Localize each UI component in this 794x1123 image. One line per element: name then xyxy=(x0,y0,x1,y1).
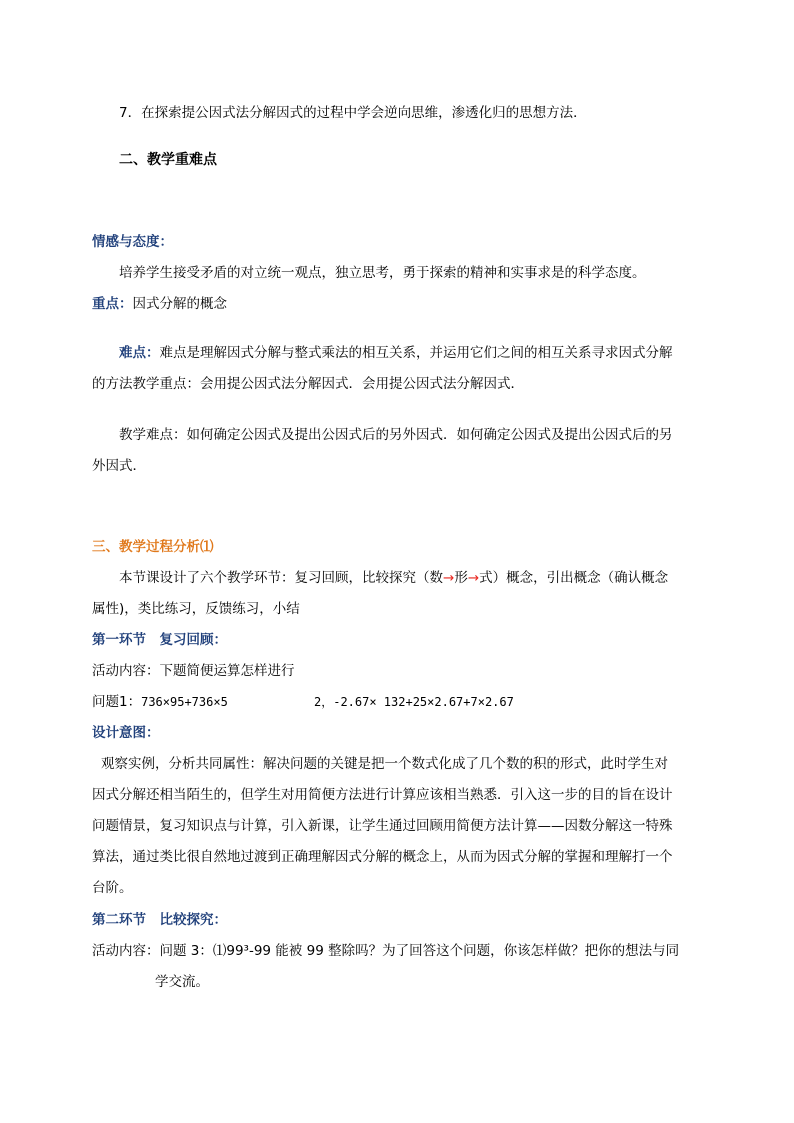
key-point-text: 因式分解的概念 xyxy=(132,296,227,312)
difficulty-label: 难点： xyxy=(119,345,160,361)
difficulty-line-2: 的方法教学重点：会用提公因式法分解因式．会用提公因式法分解因式． xyxy=(92,376,524,392)
difficulty-line-1 xyxy=(119,343,673,363)
emotion-label: 情感与态度： xyxy=(92,234,173,250)
intro-line-2: 属性)，类比练习，反馈练习，小结 xyxy=(92,601,300,617)
intro-part-2: 形 xyxy=(454,570,468,586)
intro-part-3: 式）概念，引出概念（确认概念 xyxy=(479,570,669,586)
intro-part-1: 本节课设计了六个教学环节：复习回顾，比较探究（数 xyxy=(119,570,443,586)
step-1-title: 第一环节 复习回顾： xyxy=(92,632,227,648)
design-line-2: 因式分解还相当陌生的，但学生对用简便方法进行计算应该相当熟悉．引入这一步的目的旨在设计 xyxy=(92,787,673,803)
arrow-icon: → xyxy=(443,570,455,586)
design-line-3: 问题情景，复习知识点与计算，引入新课，让学生通过回顾用简便方法计算——因数分解这一特殊 xyxy=(92,818,673,834)
item-7: 7．在探索提公因式法分解因式的过程中学会逆向思维，渗透化归的思想方法． xyxy=(119,105,587,121)
step-2-activity-line-2: 学交流。 xyxy=(155,974,209,990)
problem-expression-1: 736×95+736×5 xyxy=(141,695,228,709)
section-2-title: 二、教学重难点 xyxy=(119,152,217,168)
design-label: 设计意图： xyxy=(92,725,160,741)
design-line-5: 台阶。 xyxy=(92,880,133,896)
arrow-icon: → xyxy=(467,570,480,586)
step-1-problem-2: 2，-2.67× 132+25×2.67+7×2.67 xyxy=(314,695,514,709)
section-3-title: 三、教学过程分析⑴ xyxy=(92,539,214,555)
difficulty-text: 难点是理解因式分解与整式乘法的相互关系，并运用它们之间的相互关系寻求因式分解 xyxy=(159,345,673,361)
key-point-label: 重点： xyxy=(92,296,133,312)
step-1-problem xyxy=(92,692,228,712)
design-line-4: 算法，通过类比很自然地过渡到正确理解因式分解的概念上，从而为因式分解的掌握和理解打一个 xyxy=(92,849,673,865)
step-1-activity: 活动内容：下题简便运算怎样进行 xyxy=(92,663,295,679)
intro-line-1 xyxy=(119,568,668,588)
key-point xyxy=(92,294,227,314)
teaching-difficulty-line-2: 外因式． xyxy=(92,458,146,474)
teaching-difficulty-line-1: 教学难点：如何确定公因式及提出公因式后的另外因式．如何确定公因式及提出公因式后的另 xyxy=(119,427,673,443)
step-2-activity-line-1: 活动内容：问题 3：⑴99³-99 能被 99 整除吗？为了回答这个问题，你该怎样做？把你的想法与同 xyxy=(92,943,680,959)
step-2-title: 第二环节 比较探究： xyxy=(92,912,227,928)
design-line-1: 观察实例，分析共同属性：解决问题的关键是把一个数式化成了几个数的积的形式，此时学生对 xyxy=(101,756,668,772)
emotion-text: 培养学生接受矛盾的对立统一观点，独立思考，勇于探索的精神和实事求是的科学态度。 xyxy=(119,265,646,281)
problem-prefix: 问题1： xyxy=(92,694,142,710)
